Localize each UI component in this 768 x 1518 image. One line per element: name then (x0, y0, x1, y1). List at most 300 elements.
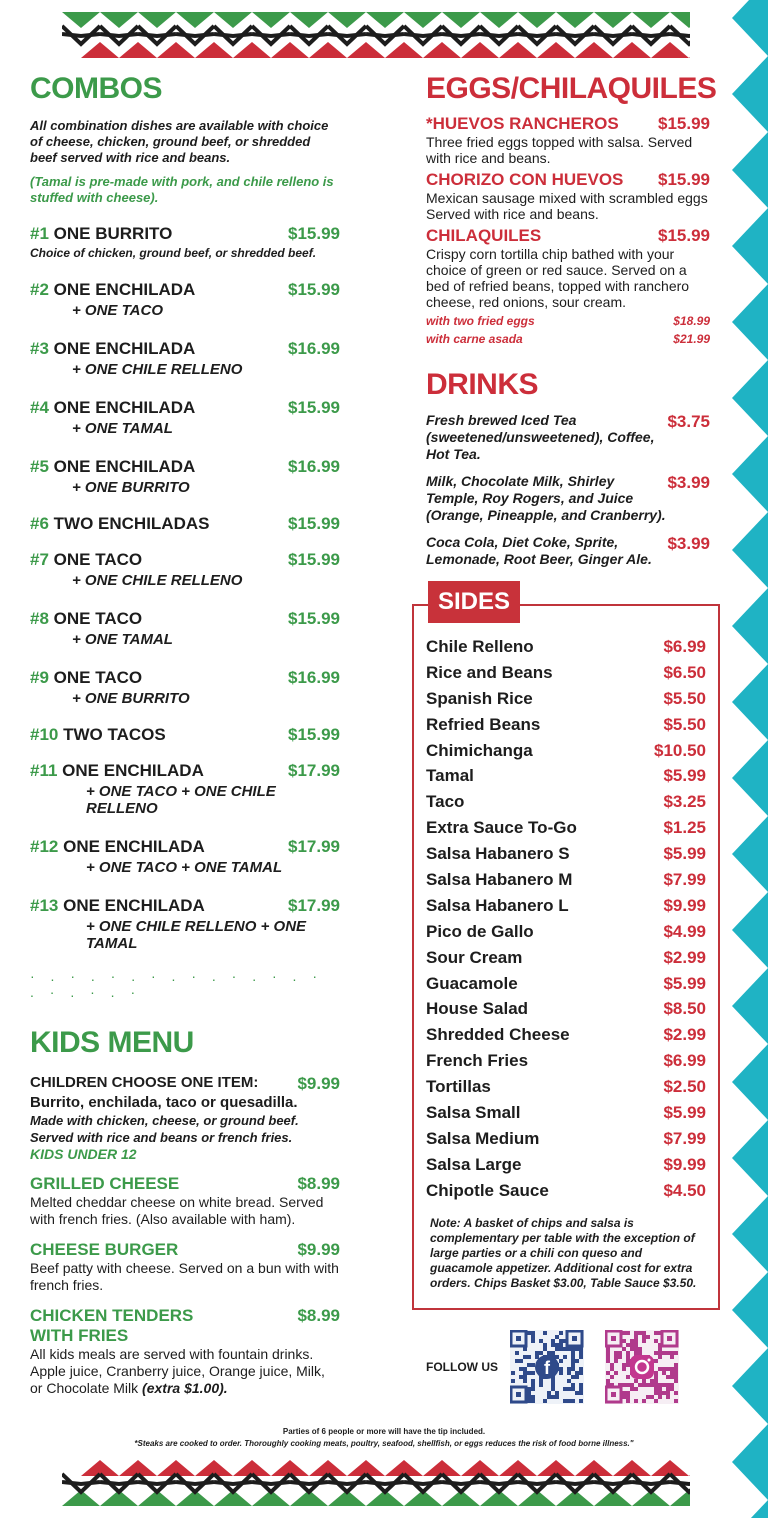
band-zigzag (176, 1482, 214, 1484)
side-name: Spanish Rice (426, 688, 533, 708)
side-item (426, 971, 706, 997)
qr-module (626, 1395, 630, 1399)
side-name: Guacamole (426, 973, 518, 993)
qr-module (555, 1355, 559, 1359)
combo-item (30, 339, 340, 378)
eggs-item (426, 114, 710, 166)
qr-module (634, 1379, 638, 1383)
band-triangle (461, 42, 499, 58)
kids-item (30, 1306, 340, 1397)
qr-module (634, 1351, 638, 1355)
side-item (426, 712, 706, 738)
side-price: $9.99 (663, 1154, 706, 1174)
combo-line (30, 224, 340, 244)
side-name: Salsa Habanero S (426, 844, 570, 864)
qr-module (567, 1387, 571, 1391)
combo-sub: + ONE CHILE RELLENO (72, 572, 243, 589)
combo-sub: + ONE BURRITO (72, 479, 190, 496)
qr-module (571, 1399, 575, 1403)
qr-module (646, 1335, 650, 1339)
qr-module (666, 1395, 670, 1399)
band-triangle (632, 12, 670, 28)
eggs-item-name: CHILAQUILES (426, 226, 542, 245)
qr-module (567, 1347, 571, 1351)
side-triangle (732, 664, 768, 740)
qr-module (531, 1335, 535, 1339)
combo-price: $17.99 (288, 896, 340, 915)
combo-number: #1 (30, 224, 49, 243)
combo-price: $15.99 (288, 280, 340, 299)
svg-text:f: f (544, 1358, 550, 1378)
eggs-item-price: $15.99 (658, 226, 710, 245)
eggs-extra-label: with carne asada (426, 332, 523, 346)
qr-module (527, 1331, 531, 1335)
band-triangle (195, 42, 233, 58)
band-triangle (594, 12, 632, 28)
band-triangle (81, 1460, 119, 1476)
combo-name-wrap (30, 550, 142, 570)
combo-name: TWO TACOS (63, 725, 166, 744)
qr-module (531, 1387, 535, 1391)
band-triangle (670, 12, 690, 28)
qr-module (515, 1351, 519, 1355)
band-zigzag (62, 1482, 100, 1484)
qr-module (559, 1371, 563, 1375)
combo-item (30, 668, 340, 707)
side-triangle (732, 208, 768, 284)
eggs-item-name: CHORIZO CON HUEVOS (426, 170, 624, 189)
combo-item (30, 550, 340, 589)
facebook-qr-icon[interactable] (510, 1330, 584, 1404)
combo-name-wrap (30, 837, 205, 857)
qr-module (523, 1375, 527, 1379)
side-item (426, 1152, 706, 1178)
qr-module (630, 1339, 634, 1343)
combo-name: ONE ENCHILADA (53, 339, 196, 358)
kids-choose-options: Burrito, enchilada, taco or quesadilla. (30, 1094, 298, 1111)
band-triangle (233, 1460, 271, 1476)
qr-module (527, 1391, 531, 1395)
band-triangle (138, 12, 176, 28)
qr-module (666, 1383, 670, 1387)
side-name: Sour Cream (426, 947, 523, 967)
instagram-qr-icon[interactable] (605, 1330, 679, 1404)
qr-module (642, 1335, 646, 1339)
sides-title: SIDES (428, 581, 520, 623)
qr-module (630, 1387, 634, 1391)
combo-number: #10 (30, 725, 59, 744)
qr-module (622, 1339, 626, 1343)
band-zigzag (252, 1482, 290, 1484)
side-triangle (732, 588, 768, 664)
band-triangle (480, 12, 518, 28)
qr-module (519, 1367, 523, 1371)
side-triangle (732, 1120, 768, 1196)
combo-number: #3 (30, 339, 49, 358)
drinks-title: DRINKS (426, 368, 539, 401)
combo-line (30, 280, 340, 300)
qr-module (527, 1387, 531, 1391)
side-price: $6.99 (663, 636, 706, 656)
qr-module (634, 1399, 638, 1403)
qr-module (539, 1383, 543, 1387)
qr-finder-center (572, 1336, 577, 1341)
sides-note (430, 1216, 708, 1291)
kids-item-desc: Beef patty with cheese. Served on a bun with with french fries. (30, 1260, 339, 1293)
band-zigzag (480, 1482, 518, 1484)
side-price: $9.99 (663, 895, 706, 915)
band-triangle (100, 12, 138, 28)
band-zigzag (404, 1482, 442, 1484)
combo-number: #6 (30, 514, 49, 533)
side-triangle (732, 56, 768, 132)
band-zigzag (518, 34, 556, 36)
band-triangle (575, 42, 613, 58)
combo-price: $15.99 (288, 224, 340, 243)
kids-item-name: CHICKEN TENDERS WITH FRIES (30, 1306, 194, 1345)
combos-title: COMBOS (30, 72, 162, 105)
band-zigzag (404, 34, 442, 36)
eggs-extra-price: $21.99 (673, 332, 710, 346)
qr-module (531, 1363, 535, 1367)
combo-price: $15.99 (288, 550, 340, 569)
band-zigzag (290, 34, 328, 36)
qr-module (674, 1375, 678, 1379)
band-zigzag (670, 34, 690, 36)
combo-item (30, 837, 340, 876)
kids-item-price: $9.99 (297, 1240, 340, 1259)
qr-module (531, 1383, 535, 1387)
side-triangle (732, 740, 768, 816)
combo-line (30, 896, 340, 916)
combo-item (30, 514, 340, 534)
kids-drinks-text: All kids meals are served with fountain drinks. Apple juice, Cranberry juice, Orange juice, Milk, or Chocolate Milk (30, 1346, 325, 1396)
combo-price: $15.99 (288, 398, 340, 417)
qr-module (654, 1375, 658, 1379)
band-triangle (347, 1460, 385, 1476)
eggs-item-desc: Crispy corn tortilla chip bathed with your choice of green or red sauce. Served on a bed of refried beans, topped with ranchero cheese, red onions, sour cream. (426, 246, 690, 310)
qr-module (670, 1387, 674, 1391)
qr-module (559, 1343, 563, 1347)
combo-item (30, 280, 340, 319)
side-item (426, 1074, 706, 1100)
band-zigzag (632, 1482, 670, 1484)
kids-item (30, 1174, 340, 1228)
eggs-item (426, 226, 710, 310)
combo-price: $15.99 (288, 725, 340, 744)
drink-text: Fresh brewed Iced Tea (sweetened/unsweetened), Coffee, Hot Tea. (426, 412, 655, 462)
qr-module (626, 1351, 630, 1355)
combo-name: ONE ENCHILADA (62, 761, 204, 780)
qr-module (559, 1367, 563, 1371)
qr-module (559, 1347, 563, 1351)
qr-module (622, 1367, 626, 1371)
side-name: French Fries (426, 1051, 529, 1071)
side-price: $2.99 (663, 1025, 706, 1045)
qr-module (527, 1399, 531, 1403)
qr-module (606, 1359, 610, 1363)
eggs-extra-row (426, 314, 710, 328)
qr-module (575, 1359, 579, 1363)
qr-module (547, 1351, 551, 1355)
side-price: $6.50 (663, 662, 706, 682)
qr-module (654, 1339, 658, 1343)
qr-module (575, 1371, 579, 1375)
eggs-item-price: $15.99 (658, 170, 710, 189)
qr-module (630, 1343, 634, 1347)
band-zigzag (138, 1482, 176, 1484)
qr-module (511, 1371, 515, 1375)
kids-item-price: $8.99 (297, 1174, 340, 1193)
qr-module (579, 1347, 583, 1351)
side-triangle (732, 360, 768, 436)
qr-module (674, 1351, 678, 1355)
band-zigzag (176, 34, 214, 36)
combo-name-wrap (30, 398, 195, 418)
qr-module (575, 1347, 579, 1351)
qr-module (571, 1363, 575, 1367)
combo-price: $16.99 (288, 668, 340, 687)
kids-drinks-extra: (extra $1.00). (142, 1380, 228, 1396)
qr-module (563, 1387, 567, 1391)
band-triangle (461, 1460, 499, 1476)
combo-number: #12 (30, 837, 59, 856)
qr-module (654, 1383, 658, 1387)
qr-module (626, 1355, 630, 1359)
qr-module (642, 1383, 646, 1387)
qr-module (646, 1395, 650, 1399)
right-column (426, 72, 717, 568)
eggs-title: EGGS/CHILAQUILES (426, 72, 717, 105)
combo-line (30, 837, 340, 857)
qr-module (531, 1339, 535, 1343)
combo-sub: + ONE BURRITO (72, 690, 190, 707)
band-triangle (613, 42, 651, 58)
combo-name-wrap (30, 514, 209, 534)
side-price: $8.50 (663, 999, 706, 1019)
qr-module (527, 1371, 531, 1375)
qr-module (551, 1395, 555, 1399)
band-triangle (290, 12, 328, 28)
band-zigzag (594, 34, 632, 36)
qr-module (634, 1347, 638, 1351)
qr-module (555, 1335, 559, 1339)
qr-module (531, 1379, 535, 1383)
qr-module (547, 1395, 551, 1399)
band-zigzag (442, 34, 480, 36)
qr-module (539, 1379, 543, 1383)
band-zigzag (670, 1482, 690, 1484)
combo-name: ONE BURRITO (53, 224, 173, 243)
qr-module (654, 1391, 658, 1395)
side-name: House Salad (426, 999, 529, 1019)
side-name: Chimichanga (426, 740, 533, 760)
footer-tip-note: Parties of 6 people or more will have the tip included. (282, 1427, 486, 1436)
band-triangle (366, 12, 404, 28)
band-zigzag (328, 1482, 366, 1484)
qr-module (527, 1355, 531, 1359)
drink-item (426, 412, 710, 463)
side-price: $5.99 (663, 766, 706, 786)
side-item (426, 634, 706, 660)
combo-number: #11 (30, 761, 58, 780)
side-price: $5.50 (663, 714, 706, 734)
side-price: $5.99 (663, 973, 706, 993)
band-triangle (613, 1460, 651, 1476)
kids-item-desc (30, 1346, 340, 1397)
combo-name-wrap (30, 224, 172, 244)
qr-module (579, 1399, 583, 1403)
side-item (426, 919, 706, 945)
band-zigzag (366, 1482, 404, 1484)
side-price: $2.99 (663, 947, 706, 967)
side-item (426, 789, 706, 815)
side-name: Rice and Beans (426, 662, 553, 682)
qr-module (626, 1375, 630, 1379)
side-name: Salsa Large (426, 1154, 522, 1174)
qr-module (610, 1367, 614, 1371)
side-item (426, 867, 706, 893)
band-triangle (81, 42, 119, 58)
qr-module (567, 1367, 571, 1371)
side-name: Extra Sauce To-Go (426, 818, 577, 838)
qr-module (634, 1331, 638, 1335)
qr-module (626, 1331, 630, 1335)
combo-item (30, 457, 340, 496)
drink-item (426, 534, 710, 568)
side-item (426, 893, 706, 919)
eggs-extra-price: $18.99 (673, 314, 710, 328)
qr-module (527, 1363, 531, 1367)
eggs-list (426, 114, 710, 346)
combo-sub: + ONE TACO (72, 302, 163, 319)
qr-module (658, 1395, 662, 1399)
combo-number: #5 (30, 457, 49, 476)
qr-module (642, 1339, 646, 1343)
drinks-list (426, 412, 710, 568)
qr-module (642, 1399, 646, 1403)
combo-name-wrap (30, 339, 195, 359)
qr-module (559, 1359, 563, 1363)
qr-module (539, 1351, 543, 1355)
combo-item (30, 398, 340, 437)
qr-module (551, 1383, 555, 1387)
qr-module (670, 1371, 674, 1375)
side-price: $5.50 (663, 688, 706, 708)
combos-intro: All combination dishes are available with choice of cheese, chicken, ground beef, or shredded beef served with rice and beans. (30, 118, 329, 165)
footer-health-note: *Steaks are cooked to order. Thoroughly cooking meats, poultry, seafood, shellfish, or eggs reduces the risk of food borne illness." (134, 1439, 634, 1448)
zigzag-band-bottom (62, 1460, 690, 1506)
side-item (426, 763, 706, 789)
combo-name: ONE TACO (53, 668, 143, 687)
kids-item-name: GRILLED CHEESE (30, 1174, 180, 1193)
combo-sub: + ONE TAMAL (72, 631, 173, 648)
combo-price: $15.99 (288, 609, 340, 628)
combo-sub: + ONE CHILE RELLENO + ONE TAMAL (86, 918, 307, 952)
combo-name: ONE TACO (53, 550, 143, 569)
qr-module (642, 1379, 646, 1383)
qr-module (618, 1355, 622, 1359)
qr-finder-center (667, 1336, 672, 1341)
qr-module (674, 1367, 678, 1371)
band-triangle (575, 1460, 613, 1476)
combo-item (30, 609, 340, 648)
combo-price: $17.99 (288, 761, 340, 780)
combo-sub: + ONE CHILE RELLENO (72, 361, 243, 378)
drink-item (426, 473, 710, 524)
combo-line (30, 457, 340, 477)
qr-module (543, 1347, 547, 1351)
combo-name-wrap (30, 725, 166, 745)
qr-module (670, 1355, 674, 1359)
qr-module (662, 1371, 666, 1375)
combo-number: #2 (30, 280, 49, 299)
band-zigzag (442, 1482, 480, 1484)
combo-name-wrap (30, 668, 142, 688)
qr-module (670, 1351, 674, 1355)
drink-price: $3.99 (667, 473, 710, 492)
side-name: Salsa Small (426, 1102, 521, 1122)
qr-module (622, 1347, 626, 1351)
kids-choose-label: CHILDREN CHOOSE ONE ITEM: (30, 1074, 259, 1091)
band-triangle (537, 1460, 575, 1476)
combo-name: ONE ENCHILADA (63, 837, 205, 856)
side-item (426, 996, 706, 1022)
qr-module (626, 1383, 630, 1387)
combo-number: #9 (30, 668, 49, 687)
combo-sub: + ONE TACO + ONE CHILE RELLENO (86, 783, 276, 817)
combo-name: ONE ENCHILADA (53, 280, 196, 299)
qr-module (654, 1399, 658, 1403)
side-item (426, 815, 706, 841)
footer (0, 1426, 768, 1450)
combo-name-wrap (30, 896, 205, 916)
band-triangle (385, 42, 423, 58)
combo-line (30, 550, 340, 570)
qr-module (571, 1355, 575, 1359)
qr-module (670, 1375, 674, 1379)
band-triangle (404, 12, 442, 28)
qr-module (614, 1371, 618, 1375)
qr-module (523, 1347, 527, 1351)
kids-item-name: CHEESE BURGER (30, 1240, 179, 1259)
qr-module (666, 1367, 670, 1371)
combo-name: ONE ENCHILADA (53, 398, 196, 417)
combo-item (30, 761, 340, 817)
qr-module (674, 1379, 678, 1383)
qr-module (622, 1391, 626, 1395)
eggs-item-price: $15.99 (658, 114, 710, 133)
follow-us-label: FOLLOW US (426, 1360, 498, 1374)
kids-choose-price: $9.99 (297, 1074, 340, 1093)
band-triangle (271, 1460, 309, 1476)
side-name: Salsa Medium (426, 1128, 540, 1148)
band-triangle (651, 1460, 689, 1476)
side-price: $5.99 (663, 844, 706, 864)
side-triangle (732, 1272, 768, 1348)
combo-name: ONE TACO (53, 609, 143, 628)
combo-price: $16.99 (288, 457, 340, 476)
qr-module (626, 1343, 630, 1347)
qr-module (658, 1347, 662, 1351)
qr-module (579, 1351, 583, 1355)
qr-module (658, 1391, 662, 1395)
teal-triangle-border (728, 0, 768, 1518)
qr-module (646, 1383, 650, 1387)
side-price: $7.99 (663, 869, 706, 889)
qr-module (662, 1391, 666, 1395)
qr-module (531, 1399, 535, 1403)
